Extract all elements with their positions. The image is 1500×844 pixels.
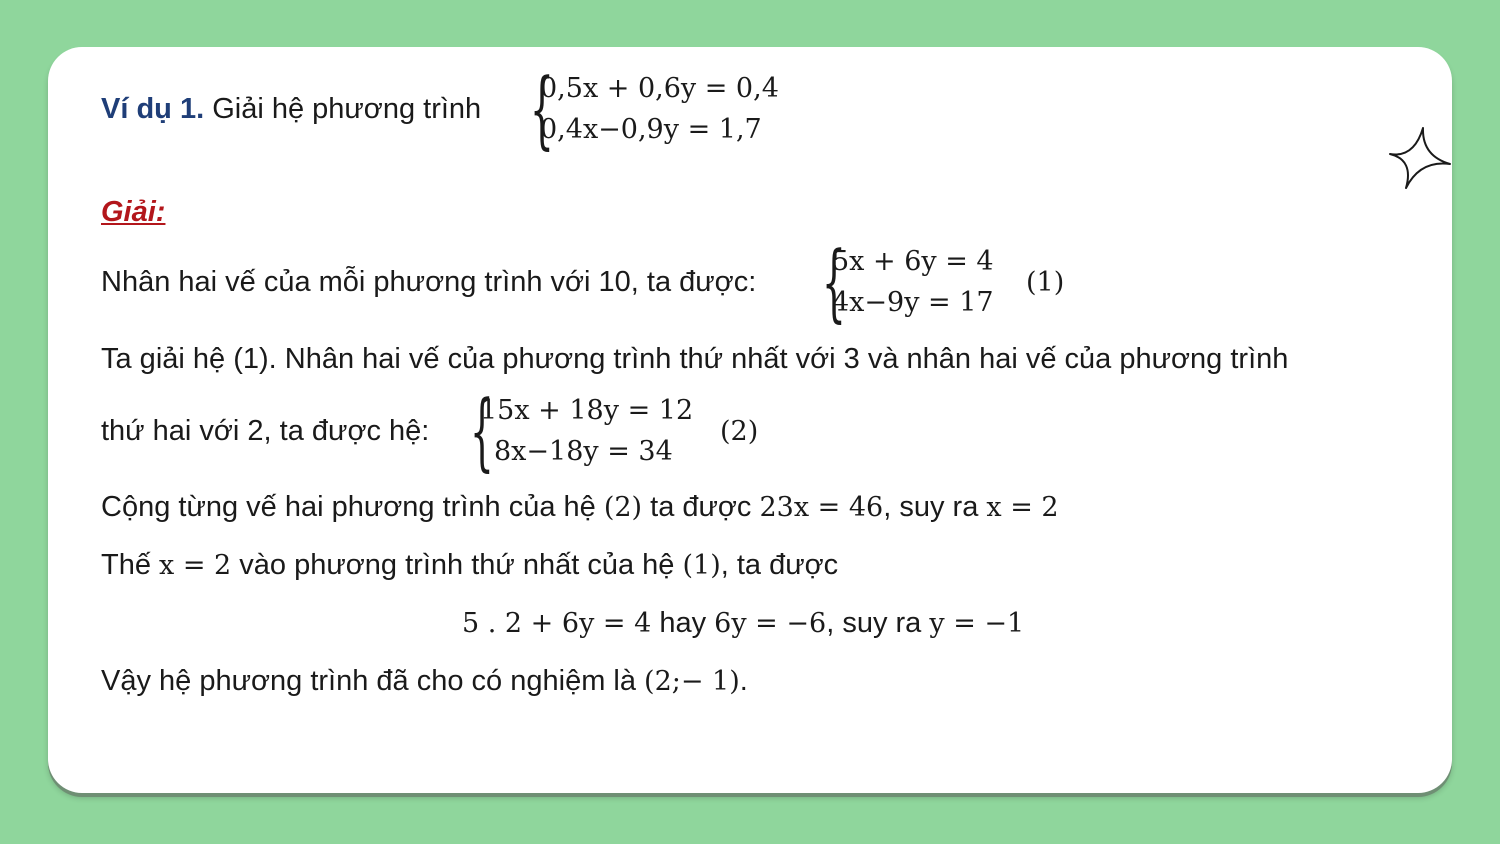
step2-line1: Ta giải hệ (1). Nhân hai vế của phương trình thứ nhất với 3 và nhân hai vế của phương trình — [101, 343, 1289, 375]
step5-line: 5 . 2 + 6y = 4 hay 6y = −6, suy ra y = −1 — [462, 607, 1025, 639]
equation: 0,4x−0,9y = 1,7 — [540, 114, 762, 145]
step3-line: Cộng từng vế hai phương trình của hệ (2) ta được 23x = 46, suy ra x = 2 — [101, 491, 1059, 523]
conclusion-line: Vậy hệ phương trình đã cho có nghiệm là (2;− 1). — [101, 665, 748, 697]
step1-text: Nhân hai vế của mỗi phương trình với 10, ta được: — [101, 266, 757, 298]
brace: { — [821, 233, 846, 331]
star-icon — [1386, 126, 1452, 192]
equation: 8x−18y = 34 — [494, 436, 673, 467]
system-tag-2: (2) — [720, 416, 759, 447]
brace: { — [529, 60, 554, 158]
solution-label: Giải: — [101, 196, 166, 228]
equation: 5x + 6y = 4 — [832, 246, 994, 277]
brace: { — [469, 382, 494, 480]
equation: 15x + 18y = 12 — [480, 395, 694, 426]
example-text: Giải hệ phương trình — [204, 93, 482, 125]
step1-system — [812, 233, 994, 331]
example-label: Ví dụ 1. — [101, 93, 205, 125]
step2-line2: thứ hai với 2, ta được hệ: — [101, 415, 430, 447]
step4-line: Thế x = 2 vào phương trình thứ nhất của hệ (1), ta được — [101, 549, 839, 581]
equation: 0,5x + 0,6y = 0,4 — [540, 73, 779, 104]
example-title — [101, 92, 481, 126]
example-system — [520, 60, 779, 158]
equation: 4x−9y = 17 — [832, 287, 994, 318]
step2-system — [460, 382, 694, 480]
system-tag-1: (1) — [1026, 267, 1065, 298]
